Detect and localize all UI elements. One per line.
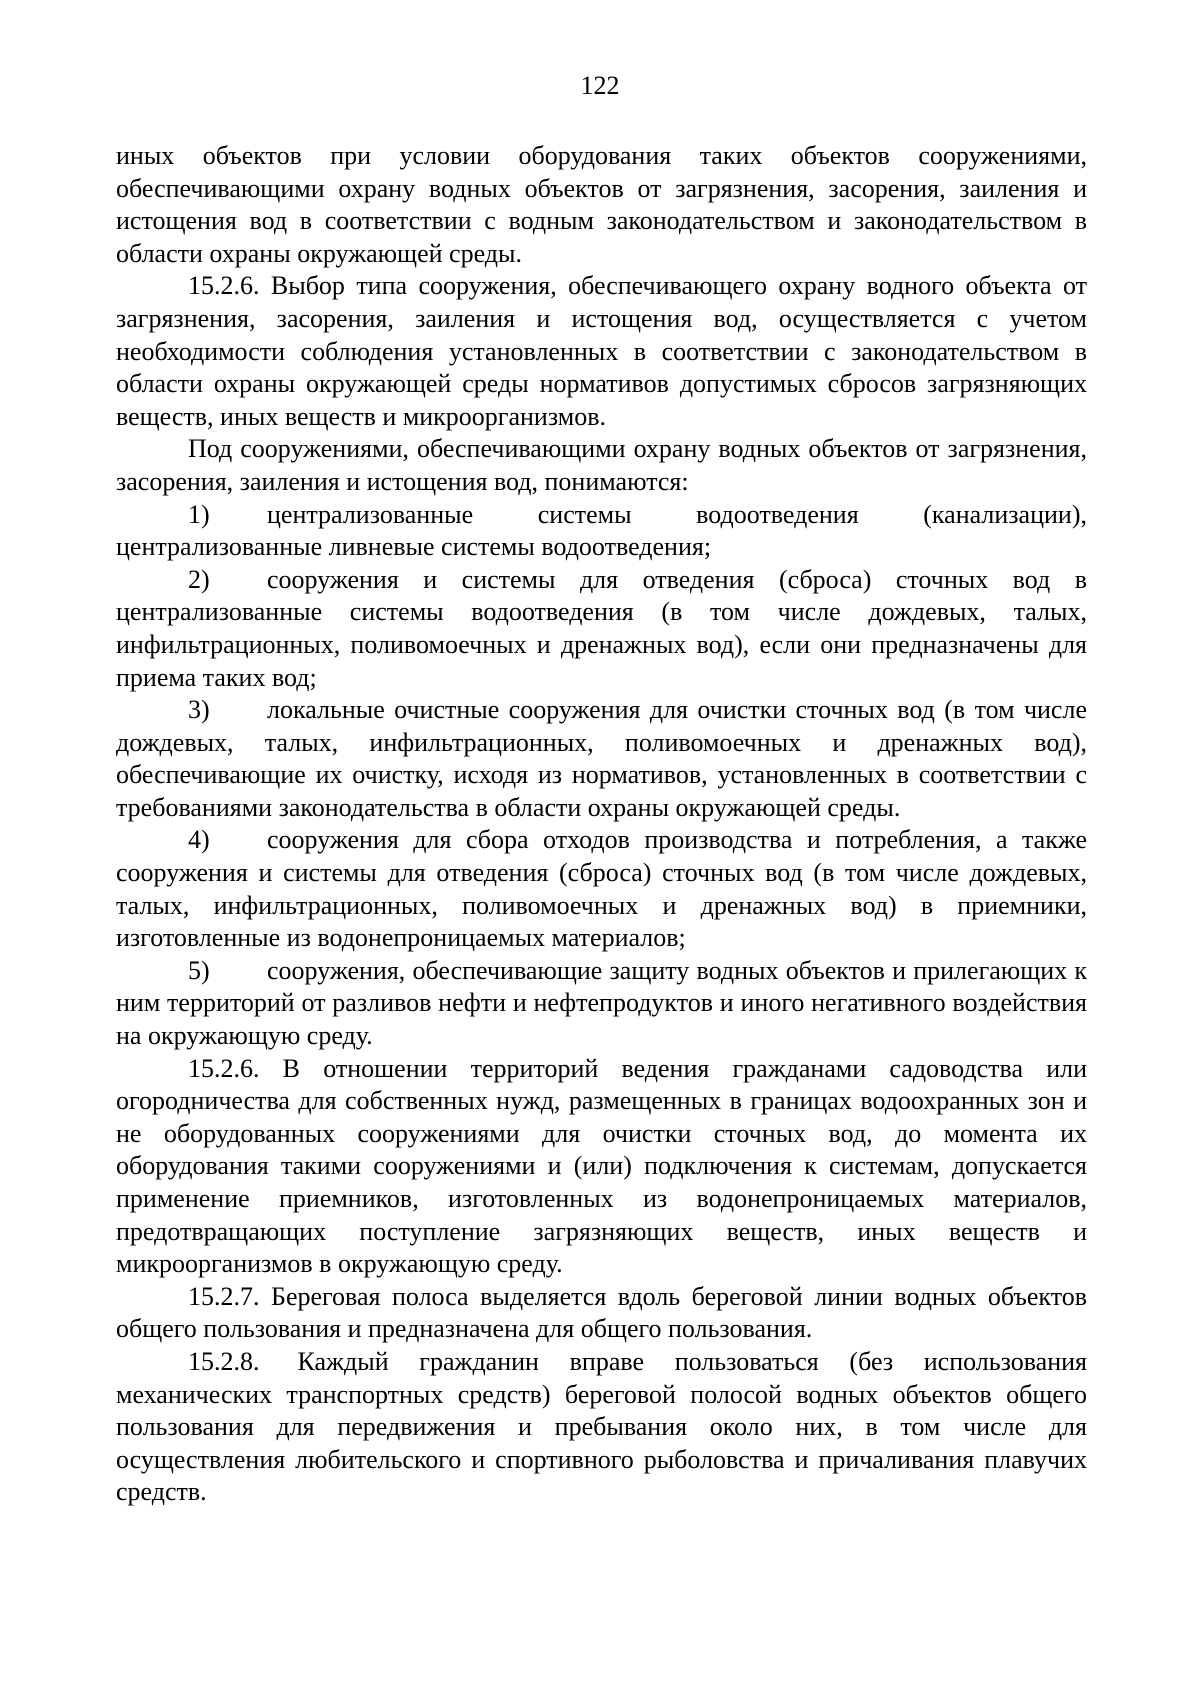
list-item-2 (116, 564, 1087, 694)
paragraph-15-2-6-gardening: 15.2.6. В отношении территорий ведения гражданами садоводства или огородничества для собственных нужд, размещенных в границах водоохранных зон и не оборудованных сооружениями для очистки сточных вод, до момента их оборудования такими сооружениями и (или) подключения к системам, допускается применение приемников, изготовленных из водонепроницаемых материалов, предотвращающих поступление загрязняющих веществ, иных веществ и микроорганизмов в окружающую среду. (116, 1053, 1087, 1279)
page-number: 122 (580, 71, 620, 100)
paragraph-number: 15.2.8. (188, 1346, 260, 1376)
list-item-number: 2) (188, 564, 210, 594)
list-item-1 (116, 499, 1087, 564)
paragraph-text: Каждый гражданин вправе пользоваться (без использования механических транспортных средств) береговой полосой водных объектов общего пользования для передвижения и пребывания около них, в том числе для осуществления любительского и спортивного рыболовства и причаливания плавучих средств. (116, 1346, 1087, 1507)
list-item-text: централизованные системы водоотведения (канализации), централизованные ливневые системы водоотведения; (116, 499, 1087, 562)
list-item-number: 5) (188, 955, 210, 985)
list-item-3 (116, 694, 1087, 824)
paragraph-15-2-7-shore-strip: 15.2.7. Береговая полоса выделяется вдоль береговой линии водных объектов общего пользования и предназначена для общего пользования. (116, 1281, 1087, 1344)
list-item-text: локальные очистные сооружения для очистки сточных вод (в том числе дождевых, талых, инфильтрационных, поливомоечных и дренажных вод), обеспечивающие их очистку, исходя из нормативов, установленных в соответствии с требованиями законодательства в области охраны окружающей среды. (116, 695, 1087, 822)
document-body (116, 140, 1087, 1509)
paragraph-15-2-8-citizen-rights (116, 1346, 1087, 1509)
list-item-4 (116, 824, 1087, 954)
list-item-text: сооружения для сбора отходов производства и потребления, а также сооружения и системы для отведения (сброса) сточных вод (в том числе дождевых, талых, инфильтрационных, поливомоечных и дренажных вод) в приемники, изготовленные из водонепроницаемых материалов; (116, 825, 1087, 953)
paragraph-continuation: иных объектов при условии оборудования таких объектов сооружениями, обеспечивающими охрану водных объектов от загрязнения, засорения, заиления и истощения вод в соответствии с водным законодательством и законодательством в области охраны окружающей среды. (116, 141, 1087, 268)
list-item-text: сооружения, обеспечивающие защиту водных объектов и прилегающих к ним территорий от разливов нефти и нефтепродуктов и иного негативного воздействия на окружающую среду. (116, 955, 1087, 1051)
list-item-5 (116, 955, 1087, 1053)
list-item-number: 4) (188, 825, 210, 855)
list-item-number: 1) (188, 499, 210, 529)
paragraph-15-2-6-type-choice: 15.2.6. Выбор типа сооружения, обеспечивающего охрану водного объекта от загрязнения, засорения, заиления и истощения вод, осуществляется с учетом необходимости соблюдения установленных в соответствии с законодательством в области охраны окружающей среды нормативов допустимых сбросов загрязняющих веществ, иных веществ и микроорганизмов. (116, 271, 1087, 431)
list-item-text: сооружения и системы для отведения (сброса) сточных вод в централизованные системы водоотведения (в том числе дождевых, талых, инфильтрационных, поливомоечных и дренажных вод), если они предназначены для приема таких вод; (116, 564, 1087, 692)
list-item-number: 3) (188, 695, 210, 725)
paragraph-structures-definition: Под сооружениями, обеспечивающими охрану водных объектов от загрязнения, засорения, заиления и истощения вод, понимаются: (116, 434, 1087, 496)
